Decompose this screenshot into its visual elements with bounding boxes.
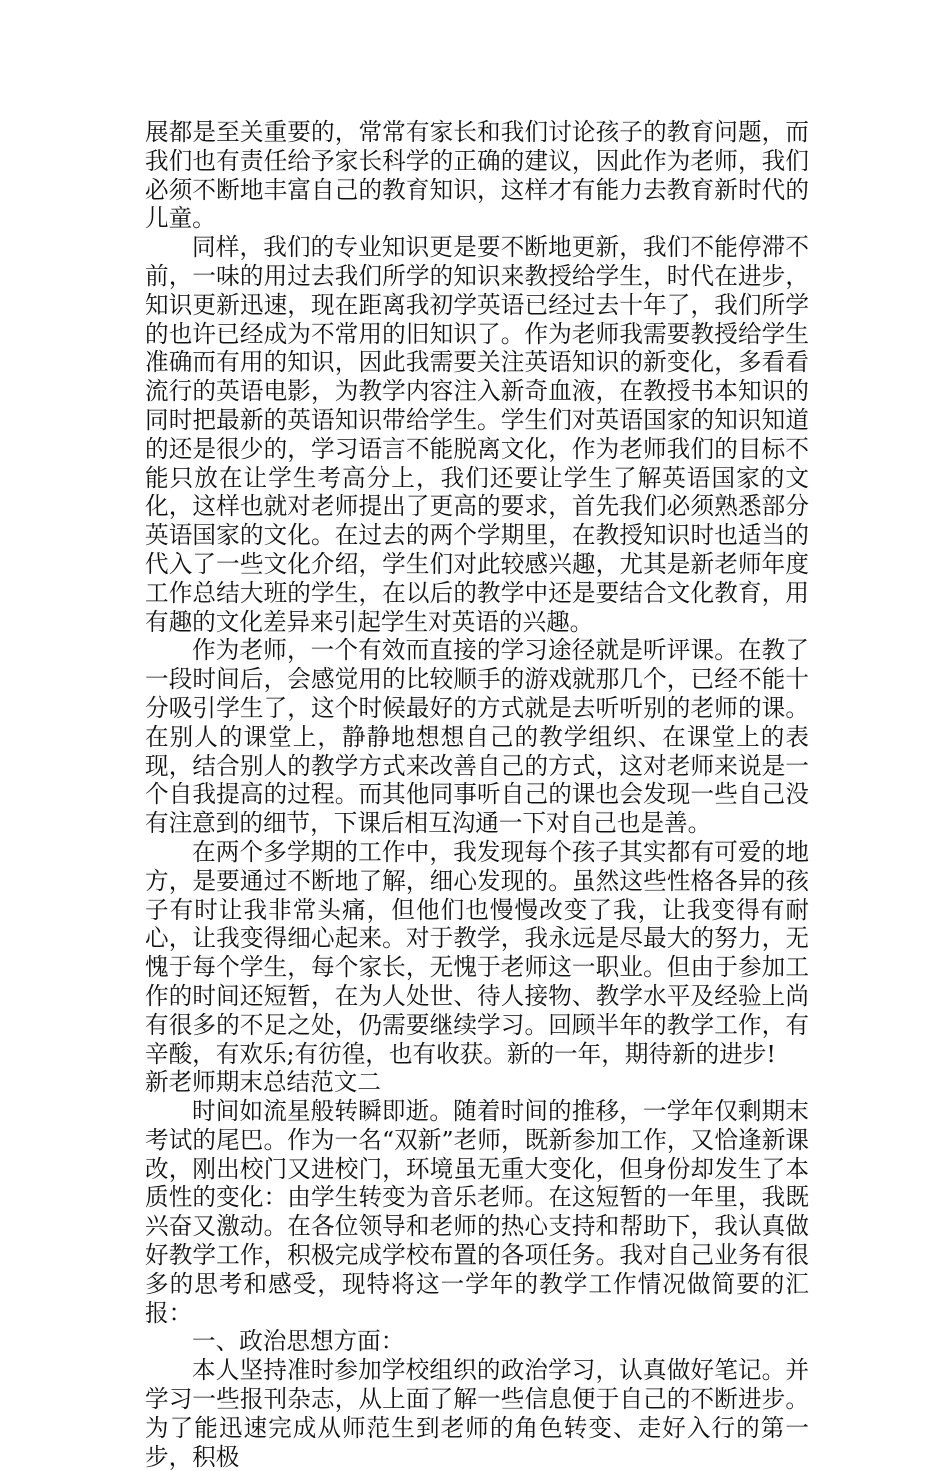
paragraph-political-study: 本人坚持准时参加学校组织的政治学习，认真做好笔记。并学习一些报刊杂志，从上面了解一些信息便于自己的不断进步。为了能迅速完成从师范生到老师的角色转变、走好入行的第一步，积极 xyxy=(145,1356,809,1471)
paragraph-professional-knowledge: 同样，我们的专业知识更是要不断地更新，我们不能停滞不前，一味的用过去我们所学的知识来教授给学生，时代在进步，知识更新迅速，现在距离我初学英语已经过去十年了，我们所学的也许已经成为不常用的旧知识了。作为老师我需要教授给学生准确而有用的知识，因此我需要关注英语知识的新变化，多看看流行的英语电影，为教学内容注入新奇血液，在教授书本知识的同时把最新的英语知识带给学生。学生们对英语国家的知识知道的还是很少的，学习语言不能脱离文化，作为老师我们的目标不能只放在让学生考高分上，我们还要让学生了解英语国家的文化，这样也就对老师提出了更高的要求，首先我们必须熟悉部分英语国家的文化。在过去的两个学期里，在教授知识时也适当的代入了一些文化介绍，学生们对此较感兴趣，尤其是新老师年度工作总结大班的学生，在以后的教学中还是要结合文化教育，用有趣的文化差异来引起学生对英语的兴趣。 xyxy=(145,233,809,636)
section-heading-sample-two: 新老师期末总结范文二 xyxy=(145,1068,381,1097)
paragraph-reflection: 在两个多学期的工作中，我发现每个孩子其实都有可爱的地方，是要通过不断地了解，细心发现的。虽然这些性格各异的孩子有时让我非常头痛，但他们也慢慢改变了我，让我变得有耐心，让我变得细心起来。对于教学，我永远是尽最大的努力，无愧于每个学生，每个家长，无愧于老师这一职业。但由于参加工作的时间还短暂，在为人处世、待人接物、教学水平及经验上尚有很多的不足之处，仍需要继续学习。回顾半年的教学工作，有辛酸，有欢乐;有彷徨，也有收获。新的一年，期待新的进步! xyxy=(145,837,809,1068)
document-body xyxy=(145,118,809,1471)
paragraph-lesson-observation: 作为老师，一个有效而直接的学习途径就是听评课。在教了一段时间后，会感觉用的比较顺手的游戏就那几个，已经不能十分吸引学生了，这个时候最好的方式就是去听听别的老师的课。在别人的课堂上，静静地想想自己的教学组织、在课堂上的表现，结合别人的教学方式来改善自己的方式，这对老师来说是一个自我提高的过程。而其他同事听自己的课也会发现一些自己没有注意到的细节，下课后相互沟通一下对自己也是善。 xyxy=(145,636,809,838)
paragraph-sample-two-intro: 时间如流星般转瞬即逝。随着时间的推移，一学年仅剩期末考试的尾巴。作为一名“双新”老师，既新参加工作，又恰逢新课改，刚出校门又进校门，环境虽无重大变化，但身份却发生了本质性的变化：由学生转变为音乐老师。在这短暂的一年里，我既兴奋又激动。在各位领导和老师的热心支持和帮助下，我认真做好教学工作，积极完成学校布置的各项任务。我对自己业务有很多的思考和感受，现特将这一学年的教学工作情况做简要的汇报： xyxy=(145,1097,809,1327)
subheading-political-ideology: 一、政治思想方面： xyxy=(192,1327,405,1356)
paragraph-intro-continuation: 展都是至关重要的，常常有家长和我们讨论孩子的教育问题，而我们也有责任给予家长科学的正确的建议，因此作为老师，我们必须不断地丰富自己的教育知识，这样才有能力去教育新时代的儿童。 xyxy=(145,118,809,233)
